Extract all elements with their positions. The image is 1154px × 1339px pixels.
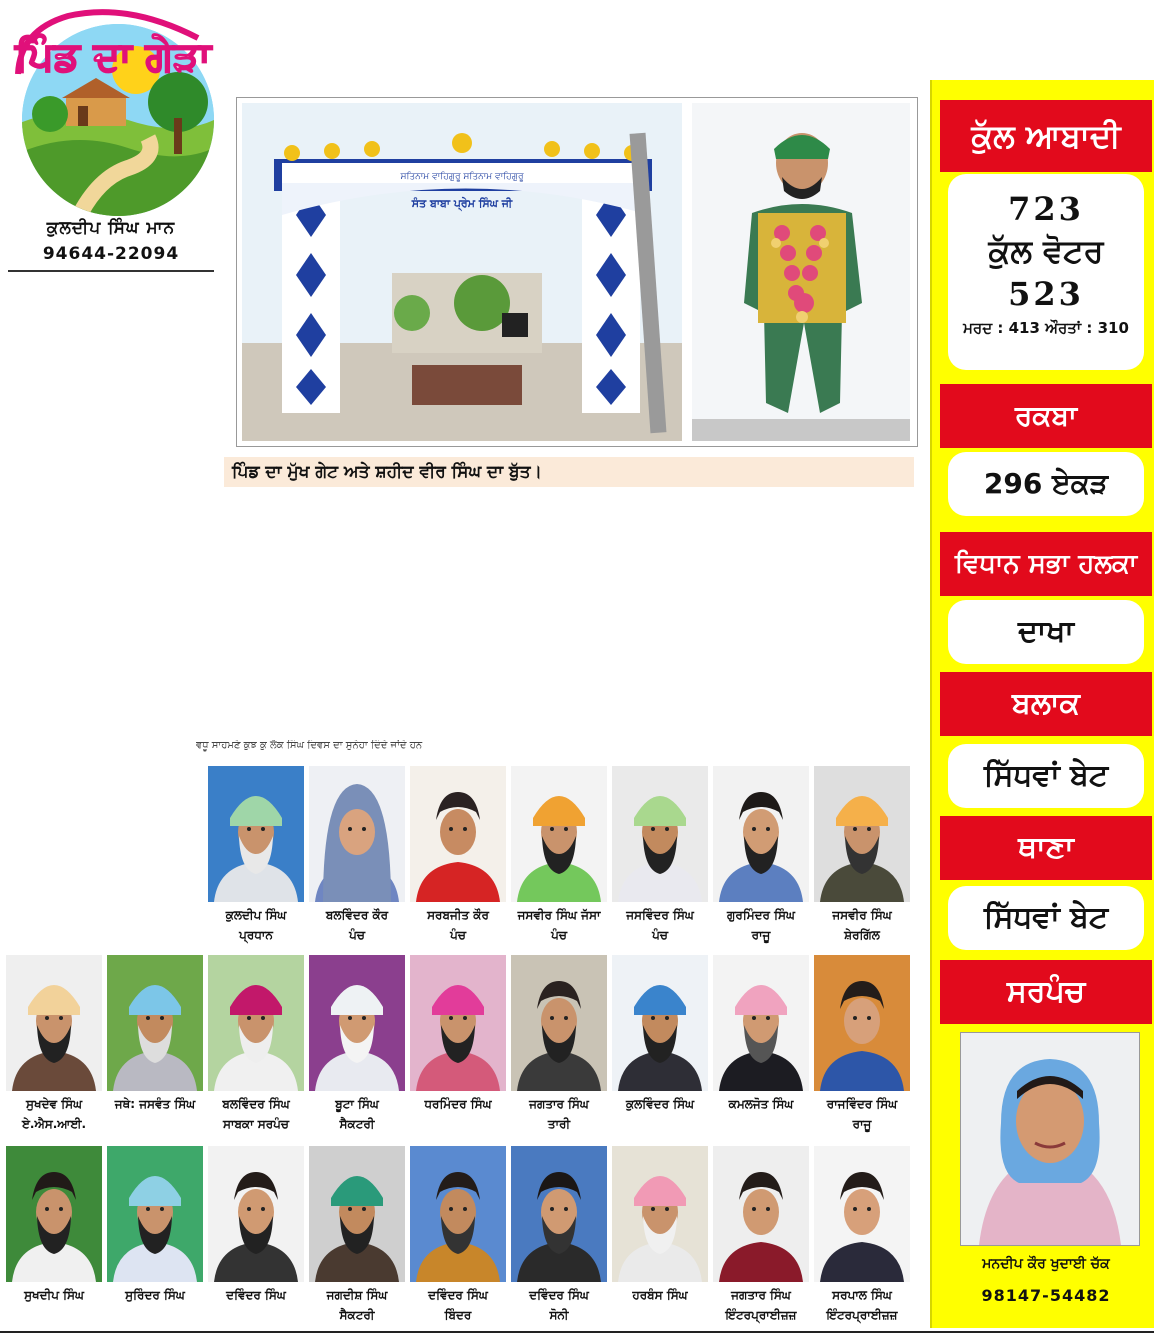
member-photo [511,766,607,902]
member-card [612,766,708,943]
member-photo [208,955,304,1091]
member-role: ਸ਼ੇਰਗਿੱਲ [844,928,880,942]
member-role: ਬਿੰਦਰ [444,1308,472,1322]
member-photo [612,766,708,902]
member-role: ਪੰਚ [450,928,466,942]
member-role: ਸੈਕਟਰੀ [339,1117,375,1131]
member-role: ਏ.ਐਸ.ਆਈ. [21,1117,87,1131]
member-role: ਤਾਰੀ [547,1117,571,1131]
member-photo [814,1146,910,1282]
author-name: ਕੁਲਦੀਪ ਸਿੰਘ ਮਾਨ [46,218,176,238]
member-photo [713,1146,809,1282]
voters-value: 523 [1008,275,1084,313]
member-card [511,1146,607,1323]
member-name: ਗੁਰਮਿੰਦਰ ਸਿੰਘ [727,908,795,922]
gate-arch-text: ਸੰਤ ਬਾਬਾ ਪ੍ਰੇਮ ਸਿੰਘ ਜੀ [411,197,513,210]
member-name: ਜਸਵੀਰ ਸਿੰਘ [832,908,892,922]
population-heading: ਕੁੱਲ ਆਬਾਦੀ [940,100,1152,172]
member-card [814,766,910,943]
member-card [309,1146,405,1323]
member-name: ਕੁਲਦੀਪ ਸਿੰਘ [225,908,287,922]
page-bottom-rule [0,1331,1154,1333]
member-photo [612,1146,708,1282]
member-name: ਦਵਿੰਦਰ ਸਿੰਘ [428,1288,488,1302]
member-role: ਪ੍ਰਧਾਨ [239,928,273,942]
member-name: ਜਸਵਿੰਦਰ ਸਿੰਘ [626,908,694,922]
member-name: ਹਰਬੰਸ ਸਿੰਘ [632,1288,688,1302]
logo-emblem-icon [8,8,218,216]
member-name: ਸੁਖਦੇਵ ਸਿੰਘ [25,1097,83,1111]
member-role: ਰਾਜੂ [852,1117,872,1131]
member-card [208,766,304,943]
member-photo [208,1146,304,1282]
member-role: ਪੰਚ [551,928,567,942]
member-photo [511,955,607,1091]
member-photo [814,766,910,902]
member-name: ਸੁਰਿੰਦਰ ਸਿੰਘ [125,1288,185,1302]
member-role: ਸੋਨੀ [549,1308,569,1322]
population-value: 723 [1008,190,1084,228]
member-photo [6,1146,102,1282]
member-card [208,955,304,1132]
voters-heading: ਕੁੱਲ ਵੋਟਰ [988,232,1104,270]
member-name: ਬਲਵਿੰਦਰ ਸਿੰਘ [222,1097,290,1111]
member-photo [309,766,405,902]
member-card [713,1146,809,1323]
village-gate-photo [242,103,682,441]
member-card [511,766,607,943]
population-box [948,174,1144,370]
sarpanch-heading: ਸਰਪੰਚ [940,960,1152,1024]
village-logo [8,8,218,216]
member-name: ਸਰਪਾਲ ਸਿੰਘ [832,1288,892,1302]
martyr-statue-photo [692,103,910,441]
member-name: ਸਰਬਜੀਤ ਕੌਰ [427,908,489,922]
block-value: ਸਿੱਧਵਾਂ ਬੇਟ [948,744,1144,808]
gender-breakdown: ਮਰਦ : 413 ਔਰਤਾਂ : 310 [963,319,1129,337]
member-card [107,1146,203,1303]
member-card [6,955,102,1132]
member-name: ਦਵਿੰਦਰ ਸਿੰਘ [226,1288,286,1302]
member-card [410,1146,506,1323]
member-role: ਪੰਚ [349,928,365,942]
member-card [612,955,708,1112]
member-name: ਕਮਲਜੋਤ ਸਿੰਘ [728,1097,794,1111]
member-name: ਦਵਿੰਦਰ ਸਿੰਘ [529,1288,589,1302]
member-photo [410,955,506,1091]
member-photo [107,955,203,1091]
member-card [6,1146,102,1303]
village-facts-sidebar [930,80,1154,1328]
member-name: ਕੁਲਵਿੰਦਰ ਸਿੰਘ [625,1097,695,1111]
member-card [309,955,405,1132]
divider [8,270,214,272]
constituency-heading: ਵਿਧਾਨ ਸਭਾ ਹਲਕਾ [940,532,1152,596]
member-name: ਬੂਟਾ ਸਿੰਘ [335,1097,379,1111]
constituency-value: ਦਾਖਾ [948,600,1144,664]
sarpanch-phone: 98147-54482 [981,1286,1111,1305]
member-card [410,766,506,943]
member-name: ਜਸਵੀਰ ਸਿੰਘ ਜੱਸਾ [517,908,601,922]
member-name: ਜਗਦੀਸ਼ ਸਿੰਘ [326,1288,388,1302]
member-role: ਸਾਬਕਾ ਸਰਪੰਚ [223,1117,289,1131]
gate-top-text: ਸਤਿਨਾਮ ਵਾਹਿਗੁਰੂ ਸਤਿਨਾਮ ਵਾਹਿਗੁਰੂ [400,172,524,182]
member-card [612,1146,708,1303]
member-name: ਜਥੇ: ਜਸਵੰਤ ਸਿੰਘ [114,1097,196,1111]
member-photo [208,766,304,902]
author-phone: 94644-22094 [42,244,180,264]
member-role: ਰਾਜੂ [751,928,771,942]
area-value: 296 ਏਕੜ [948,452,1144,516]
member-photo [309,955,405,1091]
photo-caption: ਪਿੰਡ ਦਾ ਮੁੱਖ ਗੇਟ ਅਤੇ ਸ਼ਹੀਦ ਵੀਰ ਸਿੰਘ ਦਾ ਬੁੱਤ। [224,457,914,487]
member-card [410,955,506,1112]
police-station-heading: ਥਾਣਾ [940,816,1152,880]
member-role: ਸੈਕਟਰੀ [339,1308,375,1322]
member-name: ਜਗਤਾਰ ਸਿੰਘ [529,1097,589,1111]
member-name: ਬਲਵਿੰਦਰ ਕੌਰ [325,908,389,922]
member-role: ਪੰਚ [652,928,668,942]
block-heading: ਬਲਾਕ [940,672,1152,736]
logo-title: ਪਿੰਡ ਦਾ ਗੇੜਾ [15,34,211,80]
member-role: ਇੰਟਰਪ੍ਰਾਈਜ਼ਜ਼ [725,1308,797,1322]
member-card [511,955,607,1132]
member-name: ਰਾਜਵਿੰਦਰ ਸਿੰਘ [826,1097,898,1111]
member-photo [713,955,809,1091]
member-card [107,955,203,1112]
member-role: ਇੰਟਰਪ੍ਰਾਈਜ਼ਜ਼ [826,1308,898,1322]
member-card [713,766,809,943]
sarpanch-photo [960,1032,1140,1246]
sarpanch-name: ਮਨਦੀਪ ਕੌਰ ਖੁਦਾਈ ਚੱਕ [982,1256,1110,1272]
member-photo [612,955,708,1091]
member-card [713,955,809,1112]
member-name: ਸੁਖਦੀਪ ਸਿੰਘ [24,1288,84,1302]
member-photo [713,766,809,902]
member-photo [309,1146,405,1282]
member-photo [410,766,506,902]
member-card [814,1146,910,1323]
member-photo [410,1146,506,1282]
member-name: ਧਰਮਿੰਦਰ ਸਿੰਘ [424,1097,492,1111]
member-name: ਜਗਤਾਰ ਸਿੰਘ [731,1288,791,1302]
member-photo [814,955,910,1091]
member-photo [107,1146,203,1282]
area-heading: ਰਕਬਾ [940,384,1152,448]
police-station-value: ਸਿੱਧਵਾਂ ਬੇਟ [948,886,1144,950]
member-photo [6,955,102,1091]
member-card [814,955,910,1132]
member-card [309,766,405,943]
member-card [208,1146,304,1303]
partial-cut-text: ਵਧੂ ਸਾਹਮਣੇ ਕੁਝ ਕੁ ਲੋਕ ਸਿੰਘ ਦਿਵਸ ਦਾ ਸੁਨੇਹਾ ਦਿੰਦੇ ਜਾਂਦੇ ਹਨ [196,740,423,751]
author-block [6,218,216,264]
member-photo [511,1146,607,1282]
